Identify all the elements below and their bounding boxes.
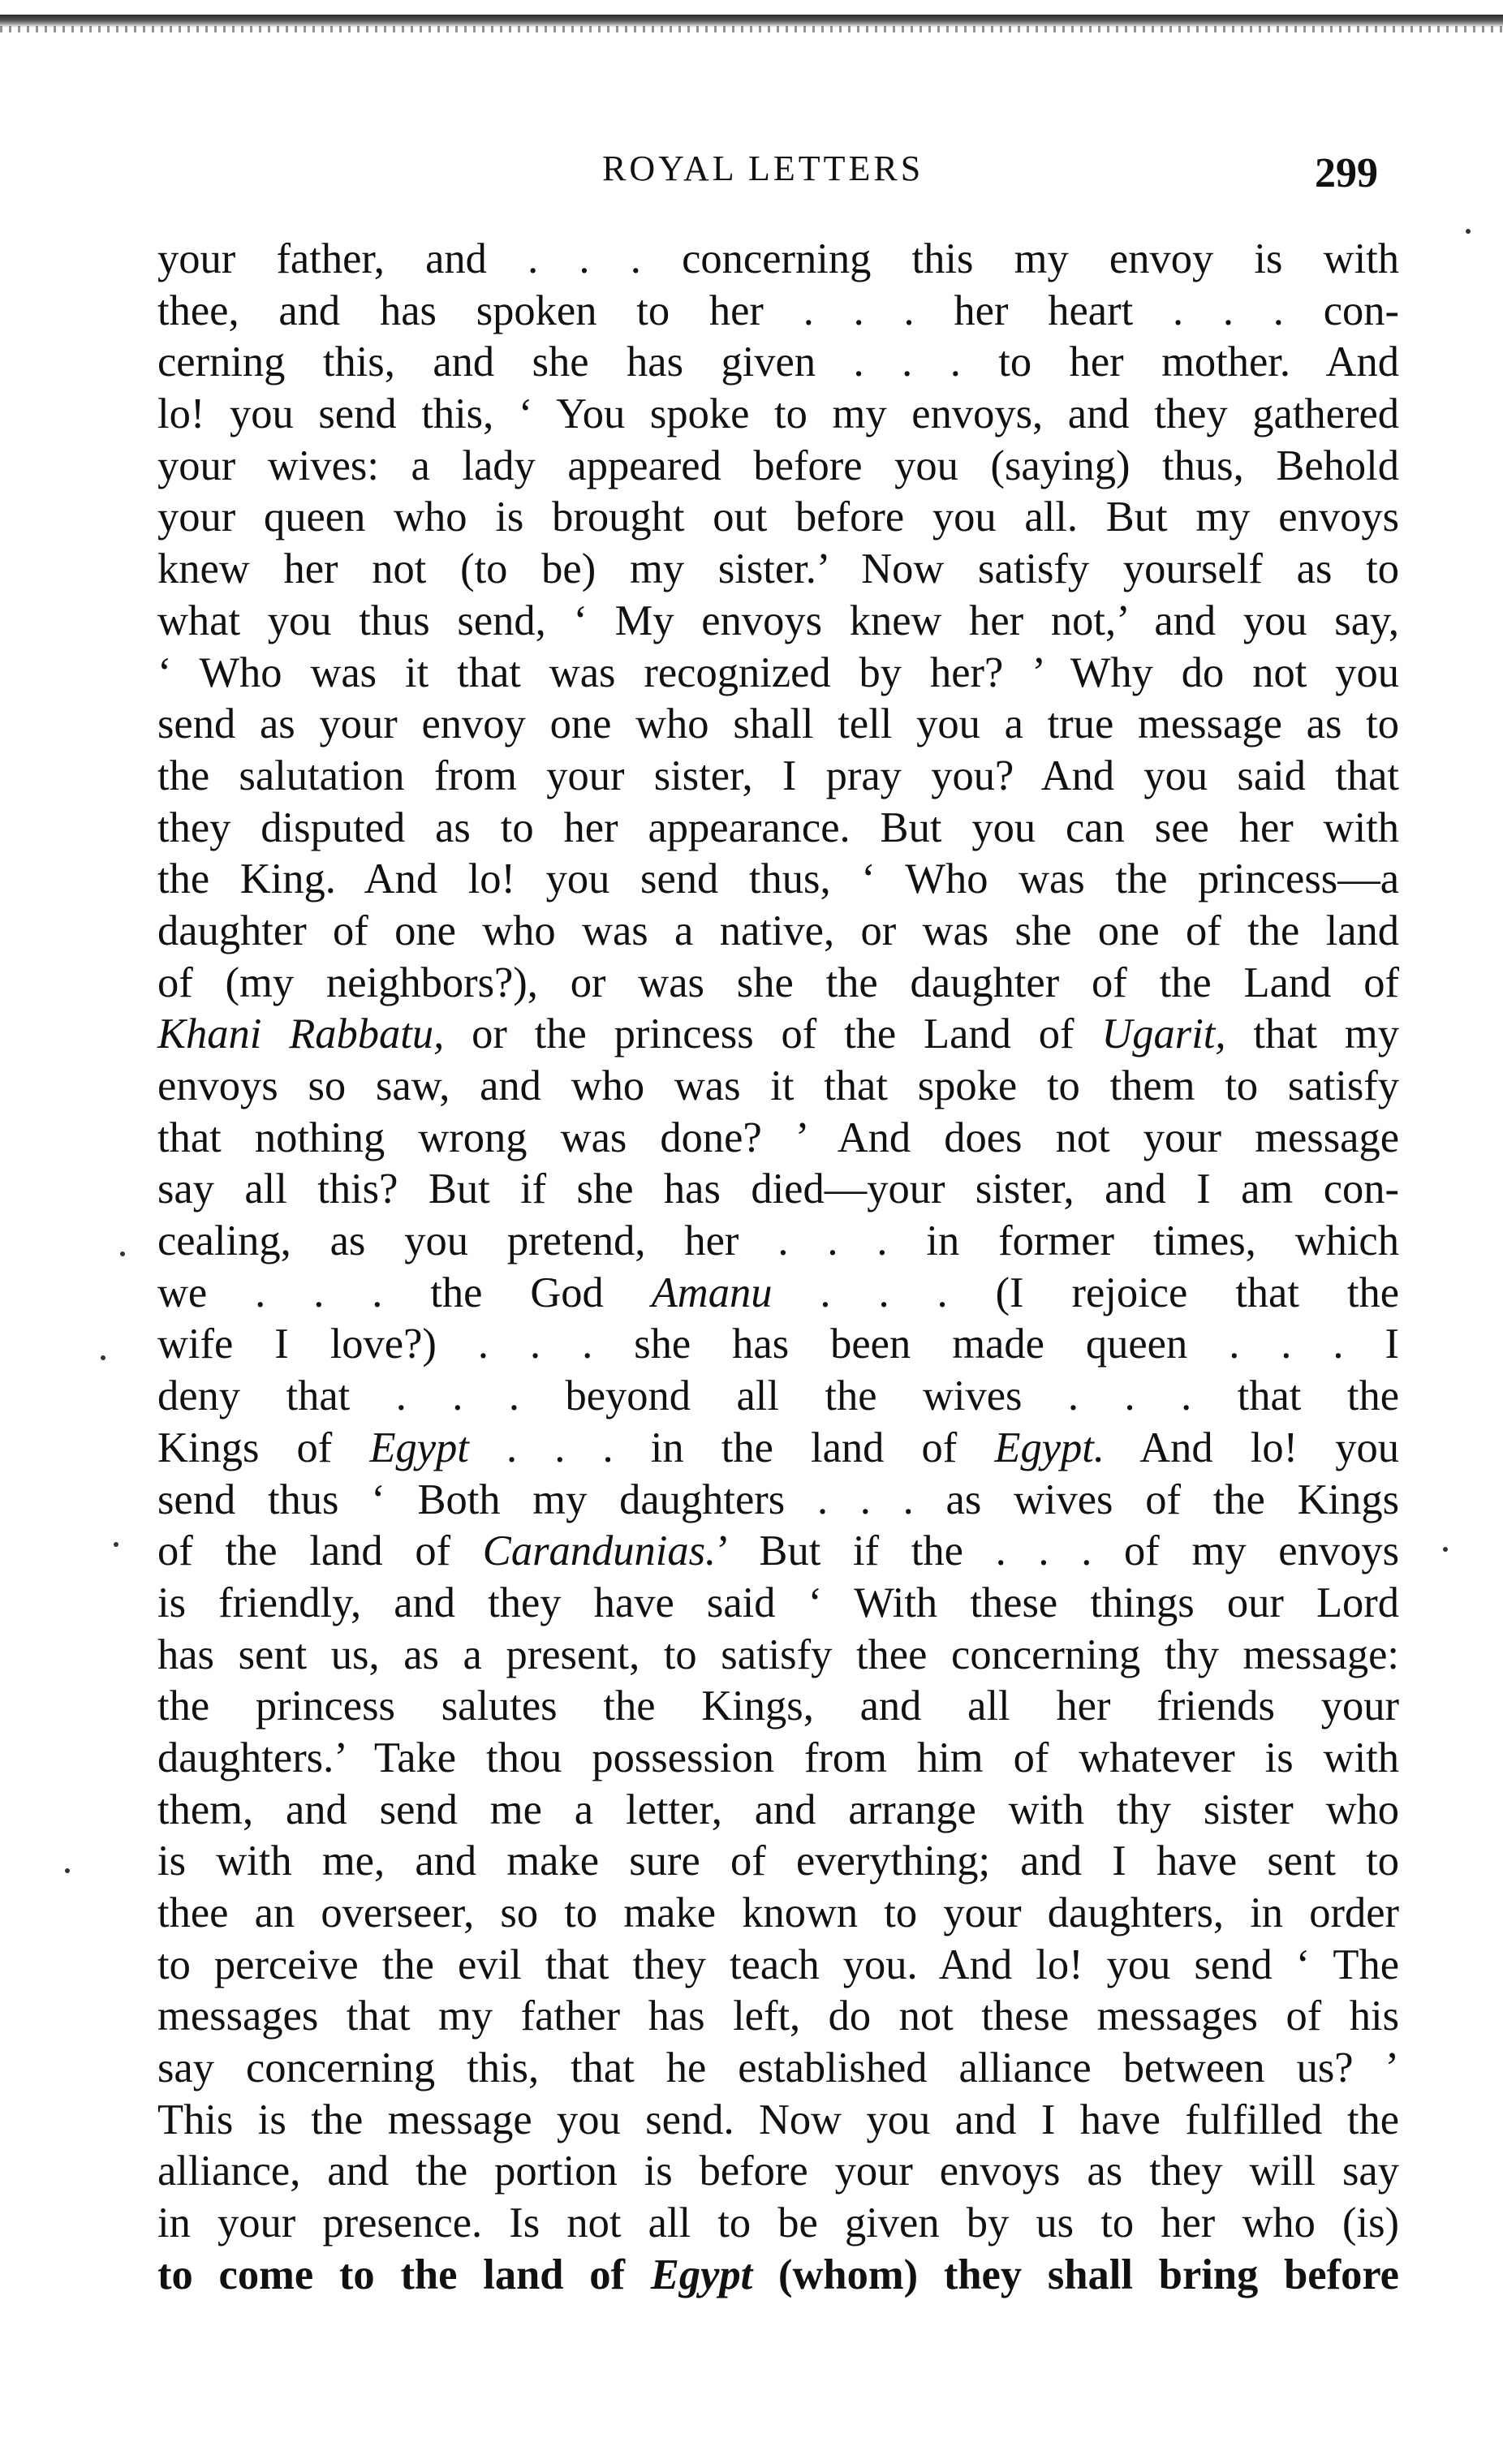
text-line: thee an overseer, so to make known to your daughters, in order xyxy=(157,1889,1399,1936)
text-line: messages that my father has left, do not these messages of his xyxy=(157,1992,1399,2040)
scan-speck xyxy=(1443,1547,1448,1552)
text-line: alliance, and the portion is before your envoys as they will say xyxy=(157,2147,1399,2195)
text-line: has sent us, as a present, to satisfy thee concerning thy message: xyxy=(157,1630,1399,1678)
text-line: wife I love?) . . . she has been made queen . . . I xyxy=(157,1320,1399,1368)
text-line: we . . . the God Amanu . . . (I rejoice that the xyxy=(157,1269,1399,1316)
text-line: ‘ Who was it that was recognized by her? ’ Why do not you xyxy=(157,648,1399,696)
text-line: is with me, and make sure of everything; and I have sent to xyxy=(157,1837,1399,1885)
text-line: your father, and . . . concerning this my envoy is with xyxy=(157,235,1399,282)
text-line: of (my neighbors?), or was she the daughter of the Land of xyxy=(157,958,1399,1006)
scan-speck xyxy=(1466,229,1471,234)
scan-speck xyxy=(101,1355,106,1360)
text-line: is friendly, and they have said ‘ With these things our Lord xyxy=(157,1579,1399,1626)
text-line: to perceive the evil that they teach you. And lo! you send ‘ The xyxy=(157,1941,1399,1988)
text-line: the princess salutes the Kings, and all her friends your xyxy=(157,1682,1399,1730)
text-line: in your presence. Is not all to be given by us to her who (is) xyxy=(157,2199,1399,2247)
text-line: cealing, as you pretend, her . . . in former times, which xyxy=(157,1217,1399,1265)
text-line: Khani Rabbatu, or the princess of the Land of Ugarit, that my xyxy=(157,1010,1399,1058)
text-line: what you thus send, ‘ My envoys knew her not,’ and you say, xyxy=(157,597,1399,644)
body-text xyxy=(157,234,1399,2302)
scan-speck xyxy=(120,1251,125,1256)
text-line: say all this? But if she has died—your sister, and I am con- xyxy=(157,1165,1399,1213)
text-line: your queen who is brought out before you all. But my envoys xyxy=(157,493,1399,541)
page-number: 299 xyxy=(1315,150,1378,196)
text-line: daughters.’ Take thou possession from him of whatever is with xyxy=(157,1734,1399,1781)
text-line: of the land of Carandunias.’ But if the . . . of my envoys xyxy=(157,1527,1399,1575)
text-line: lo! you send this, ‘ You spoke to my envoys, and they gathered xyxy=(157,390,1399,438)
text-line: Kings of Egypt . . . in the land of Egypt. And lo! you xyxy=(157,1424,1399,1471)
text-line: to come to the land of Egypt (whom) they shall bring before xyxy=(157,2251,1399,2298)
running-title: ROYAL LETTERS xyxy=(602,149,924,188)
text-line: cerning this, and she has given . . . to her mother. And xyxy=(157,338,1399,386)
text-line: daughter of one who was a native, or was she one of the land xyxy=(157,907,1399,954)
scan-speck xyxy=(114,1542,118,1547)
text-line: deny that . . . beyond all the wives . . . that the xyxy=(157,1372,1399,1420)
text-line: your wives: a lady appeared before you (saying) thus, Behold xyxy=(157,442,1399,489)
text-line: they disputed as to her appearance. But you can see her with xyxy=(157,803,1399,851)
text-line: that nothing wrong was done? ’ And does not your message xyxy=(157,1114,1399,1161)
scan-speck xyxy=(65,1868,70,1873)
text-line: say concerning this, that he established alliance between us? ’ xyxy=(157,2044,1399,2092)
text-line: envoys so saw, and who was it that spoke to them to satisfy xyxy=(157,1062,1399,1109)
text-line: them, and send me a letter, and arrange with thy sister who xyxy=(157,1786,1399,1833)
text-line: thee, and has spoken to her . . . her heart . . . con- xyxy=(157,286,1399,334)
scan-top-edge xyxy=(0,15,1503,28)
text-line: knew her not (to be) my sister.’ Now satisfy yourself as to xyxy=(157,545,1399,593)
text-line: send thus ‘ Both my daughters . . . as wives of the Kings xyxy=(157,1475,1399,1523)
text-line: This is the message you send. Now you and I have fulfilled the xyxy=(157,2096,1399,2143)
page-header xyxy=(0,136,1503,201)
text-line: the salutation from your sister, I pray you? And you said that xyxy=(157,752,1399,799)
text-line: the King. And lo! you send thus, ‘ Who was the princess—a xyxy=(157,855,1399,903)
text-line: send as your envoy one who shall tell you a true message as to xyxy=(157,700,1399,748)
